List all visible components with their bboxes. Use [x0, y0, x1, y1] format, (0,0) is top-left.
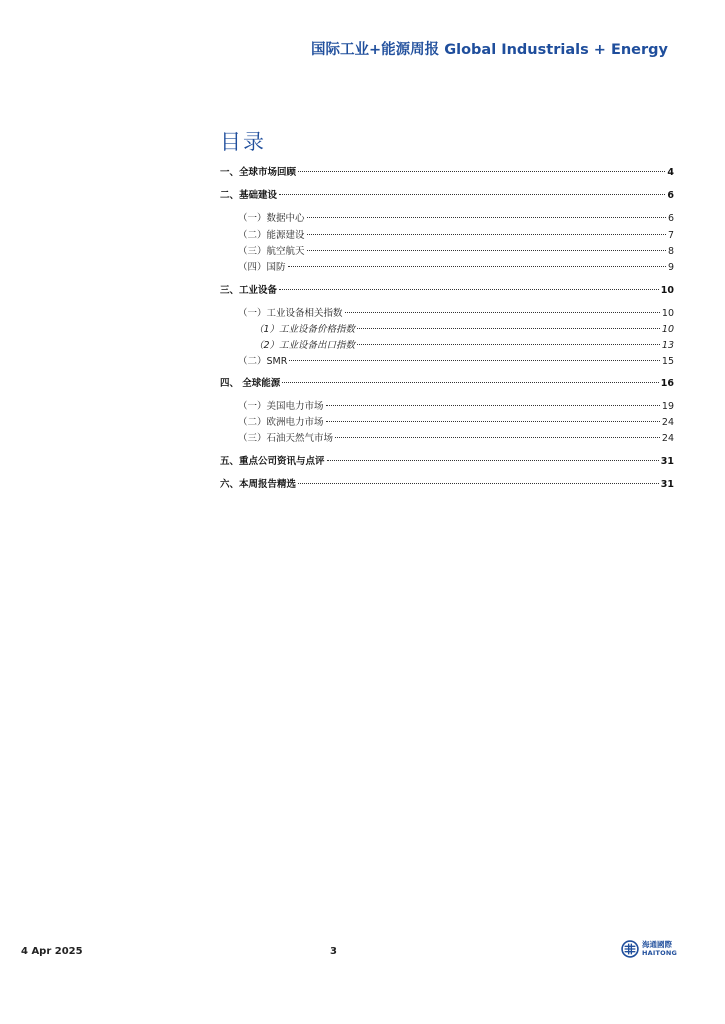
toc-entry-page: 6 — [667, 213, 674, 224]
report-header-title: 国际工业+能源周报 Global Industrials + Energy — [311, 42, 668, 58]
toc-entry-global-market-review[interactable] — [220, 165, 674, 180]
toc-entry-global-energy[interactable] — [220, 376, 674, 391]
toc-leader-dots — [357, 328, 660, 329]
toc-entry-label: 三、工业设备 — [220, 285, 278, 296]
toc-leader-dots — [298, 171, 665, 172]
toc-entry-energy-construction[interactable] — [220, 228, 674, 243]
logo-text — [642, 941, 677, 957]
toc-entry-label: （四）国防 — [238, 262, 286, 273]
toc-entry-eu-power-market[interactable] — [220, 415, 674, 430]
toc-heading: 目录 — [220, 130, 266, 154]
toc-entry-page: 10 — [661, 324, 674, 335]
toc-entry-page: 4 — [667, 167, 674, 178]
logo-english-name: HAITONG — [642, 949, 678, 957]
toc-entry-page: 31 — [660, 479, 674, 490]
toc-entry-page: 19 — [661, 401, 674, 412]
toc-leader-dots — [307, 250, 666, 251]
toc-entry-label: 一、全球市场回顾 — [220, 167, 297, 178]
toc-entry-label: （一）美国电力市场 — [238, 401, 324, 412]
toc-entry-equipment-indices[interactable] — [220, 306, 674, 321]
toc-entry-aerospace[interactable] — [220, 244, 674, 259]
toc-entry-label: （二）欧洲电力市场 — [238, 417, 324, 428]
toc-entry-label: （二）SMR — [238, 356, 288, 367]
toc-entry-page: 6 — [667, 190, 674, 201]
toc-entry-label: 二、基础建设 — [220, 190, 278, 201]
toc-entry-label: （二）能源建设 — [238, 230, 305, 241]
toc-entry-label: 四、 全球能源 — [220, 378, 281, 389]
toc-entry-label: （1）工业设备价格指数 — [254, 324, 356, 335]
toc-entry-label: 五、重点公司资讯与点评 — [220, 456, 325, 467]
toc-entry-page: 31 — [660, 456, 674, 467]
toc-leader-dots — [326, 405, 660, 406]
toc-entry-page: 16 — [660, 378, 674, 389]
toc-entry-smr[interactable] — [220, 354, 674, 369]
toc-leader-dots — [345, 312, 660, 313]
toc-leader-dots — [307, 217, 666, 218]
logo-chinese-name: 海通國際 — [642, 940, 672, 949]
toc-entry-page: 15 — [661, 356, 674, 367]
toc-leader-dots — [327, 460, 659, 461]
toc-leader-dots — [335, 437, 660, 438]
haitong-logo — [621, 940, 677, 958]
toc-entry-equipment-price-index[interactable] — [220, 322, 674, 337]
toc-leader-dots — [288, 266, 666, 267]
toc-entry-us-power-market[interactable] — [220, 399, 674, 414]
toc-leader-dots — [357, 344, 660, 345]
toc-entry-equipment-export-index[interactable] — [220, 338, 674, 353]
toc-entry-infrastructure[interactable] — [220, 188, 674, 203]
toc-leader-dots — [279, 194, 665, 195]
toc-entry-label: （一）工业设备相关指数 — [238, 308, 343, 319]
toc-entry-label: （2）工业设备出口指数 — [254, 340, 356, 351]
toc-entry-page: 7 — [667, 230, 674, 241]
toc-entry-page: 13 — [661, 340, 674, 351]
toc-entry-oil-gas-market[interactable] — [220, 431, 674, 446]
toc-leader-dots — [282, 382, 658, 383]
toc-entry-label: （三）石油天然气市场 — [238, 433, 334, 444]
footer-page-number: 3 — [330, 946, 337, 957]
toc-leader-dots — [298, 483, 659, 484]
toc-entry-data-center[interactable] — [220, 211, 674, 226]
toc-entry-page: 10 — [661, 308, 674, 319]
toc-entry-page: 8 — [667, 246, 674, 257]
footer-date: 4 Apr 2025 — [21, 946, 83, 957]
toc-leader-dots — [326, 421, 660, 422]
toc-entry-page: 9 — [667, 262, 674, 273]
toc-entry-defense[interactable] — [220, 260, 674, 275]
toc-entry-weekly-reports[interactable] — [220, 477, 674, 492]
toc-entry-page: 24 — [661, 417, 674, 428]
toc-leader-dots — [289, 360, 660, 361]
haitong-logo-icon — [621, 940, 639, 958]
toc-entry-page: 10 — [660, 285, 674, 296]
toc-entry-industrial-equipment[interactable] — [220, 283, 674, 298]
toc-entry-label: （一）数据中心 — [238, 213, 305, 224]
toc-leader-dots — [307, 234, 666, 235]
toc-entry-label: （三）航空航天 — [238, 246, 305, 257]
toc-entry-company-news[interactable] — [220, 454, 674, 469]
toc-leader-dots — [279, 289, 659, 290]
toc-entry-page: 24 — [661, 433, 674, 444]
toc-entry-label: 六、本周报告精选 — [220, 479, 297, 490]
